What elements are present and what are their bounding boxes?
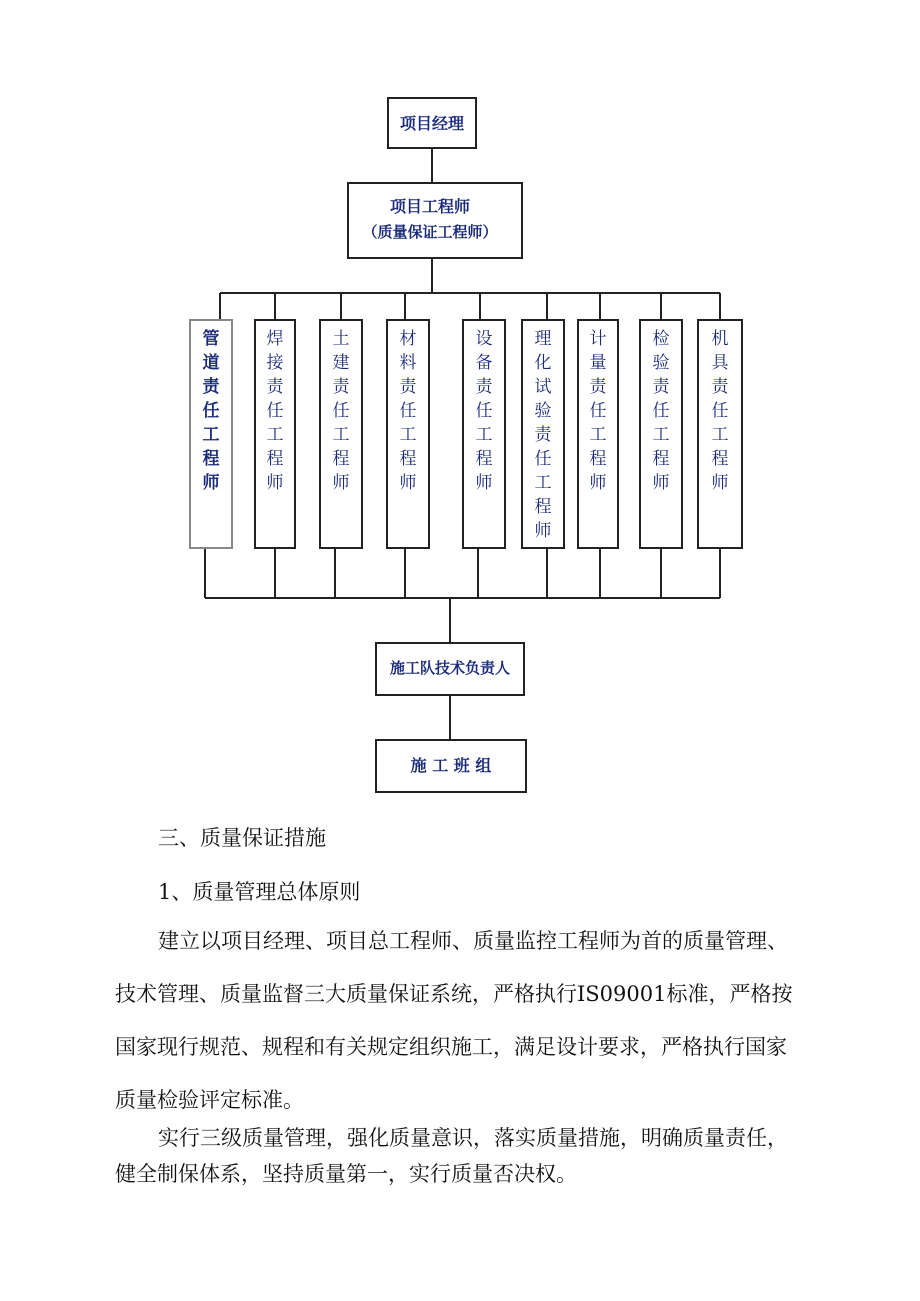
engineer-boxes xyxy=(190,293,742,598)
engineer-label: 焊接责任工程师 xyxy=(266,329,284,493)
project-manager-label: 项目经理 xyxy=(399,114,465,133)
engineer-label: 理化试验责任工程师 xyxy=(534,329,552,541)
engineer-label: 检验责任工程师 xyxy=(652,329,670,493)
section-heading: 三、质量保证措施 xyxy=(158,826,326,850)
project-engineer-box xyxy=(348,183,522,258)
quality-engineer-label: （质量保证工程师） xyxy=(362,223,498,241)
crew-label: 施 工 班 组 xyxy=(410,756,492,775)
engineer-label: 土建责任工程师 xyxy=(332,329,350,493)
subsection-heading: 1、质量管理总体原则 xyxy=(158,880,361,904)
engineer-label: 材料责任工程师 xyxy=(399,329,417,493)
engineer-label: 机具责任工程师 xyxy=(711,329,729,493)
crew-box xyxy=(376,740,526,792)
paragraph-1: 建立以项目经理、项目总工程师、质量监控工程师为首的质量管理、技术管理、质量监督三大质量保证系统，严格执行IS09001标准，严格按国家现行规范、规程和有关规定组织施工，满足设计要求，严格执行国家质量检验评定标准。 xyxy=(115,929,793,1112)
team-lead-label: 施工队技术负责人 xyxy=(389,659,511,677)
engineer-label: 计量责任工程师 xyxy=(589,329,607,493)
project-engineer-label: 项目工程师 xyxy=(389,197,471,216)
project-manager-box xyxy=(388,98,476,148)
engineer-label: 管道责任工程师 xyxy=(202,329,220,493)
engineer-label: 设备责任工程师 xyxy=(475,329,493,493)
team-lead-box xyxy=(376,643,524,695)
paragraph-2: 实行三级质量管理，强化质量意识，落实质量措施，明确质量责任，健全制保体系，坚持质量第一，实行质量否决权。 xyxy=(115,1126,788,1186)
